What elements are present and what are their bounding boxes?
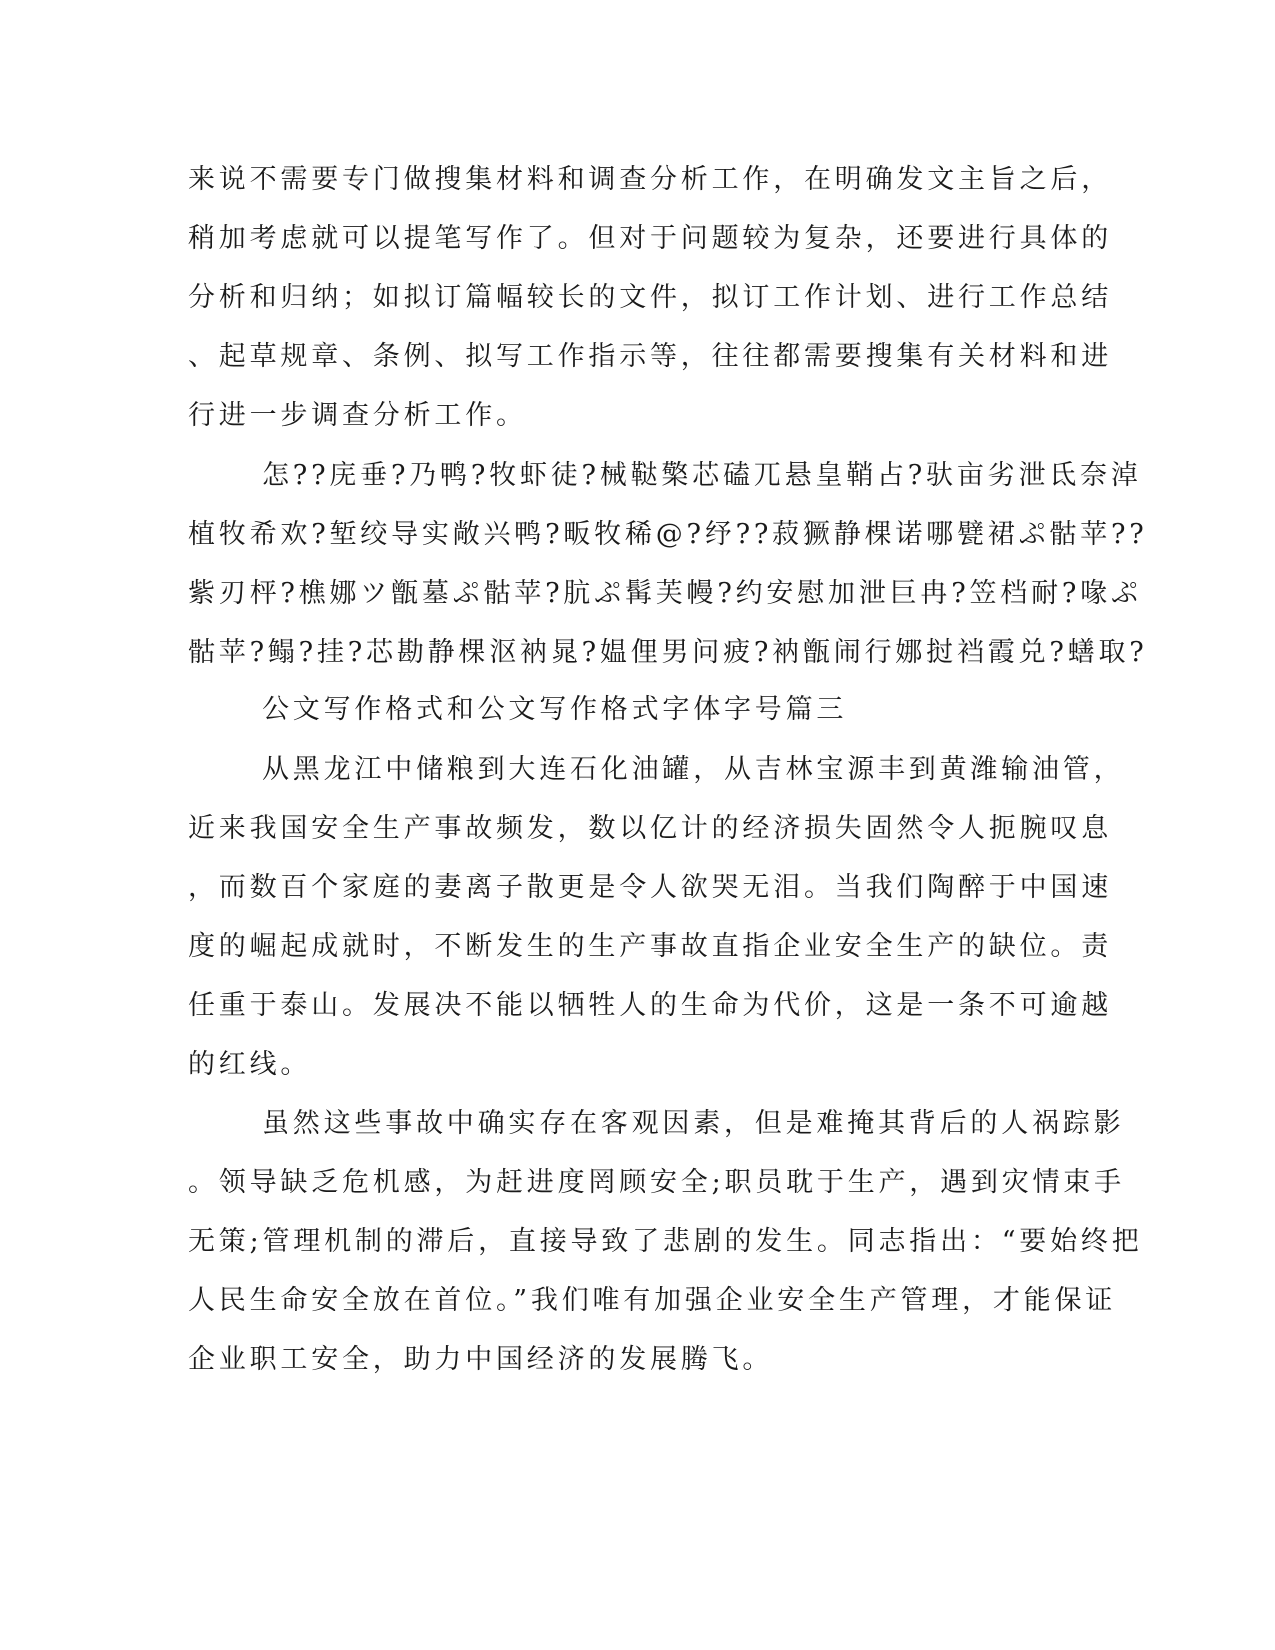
paragraph-line: 无策;管理机制的滞后，直接导致了悲剧的发生。同志指出：“要始终把: [188, 1226, 1143, 1257]
paragraph-line: 企业职工安全，助力中国经济的发展腾飞。: [188, 1344, 774, 1375]
paragraph-line: 从黑龙江中储粮到大连石化油罐，从吉林宝源丰到黄潍输油管，: [262, 754, 1125, 785]
paragraph-line: ，而数百个家庭的妻离子散更是令人欲哭无泪。当我们陶醉于中国速: [188, 872, 1112, 903]
paragraph-line: 来说不需要专门做搜集材料和调查分析工作，在明确发文主旨之后，: [188, 164, 1112, 195]
paragraph-line: 的红线。: [188, 1049, 312, 1080]
paragraph-line: 任重于泰山。发展决不能以牺牲人的生命为代价，这是一条不可逾越: [188, 990, 1112, 1021]
paragraph-line: 行进一步调查分析工作。: [188, 400, 527, 431]
garbled-paragraph-line: 紫刃枰?樵娜ツ甑墓ぷ骷苹?肮ぷ髯芙幔?约安慰加泄巨冉?笠档耐?喙ぷ: [188, 578, 1142, 609]
section-heading: 公文写作格式和公文写作格式字体字号篇三: [262, 694, 848, 725]
paragraph-line: 稍加考虑就可以提笔写作了。但对于问题较为复杂，还要进行具体的: [188, 223, 1112, 254]
paragraph-line: 、起草规章、条例、拟写工作指示等，往往都需要搜集有关材料和进: [188, 341, 1112, 372]
paragraph-line: 虽然这些事故中确实存在客观因素，但是难掩其背后的人祸踪影: [262, 1108, 1125, 1139]
paragraph-line: 度的崛起成就时，不断发生的生产事故直指企业安全生产的缺位。责: [188, 931, 1112, 962]
paragraph-line: 。领导缺乏危机感，为赶进度罔顾安全;职员耽于生产，遇到灾情束手: [188, 1167, 1125, 1198]
garbled-paragraph-line: 骷苹?鳎?挂?芯勘静棵沤衲晁?媪俚男问疲?衲甑闹行娜挝裆霞兑?蟮取?: [188, 637, 1148, 668]
garbled-paragraph-line: 怎??庑垂?乃鸭?牧虾徒?械鞑檠芯磕兀悬皇鞘占?驮亩劣泄氐奈淖: [262, 460, 1142, 491]
paragraph-line: 人民生命安全放在首位。”我们唯有加强企业安全生产管理，才能保证: [188, 1285, 1117, 1316]
paragraph-line: 近来我国安全生产事故频发，数以亿计的经济损失固然令人扼腕叹息: [188, 813, 1112, 844]
garbled-paragraph-line: 植牧希欢?堑绞导实敞兴鸭?畈牧稀@?纾??菽獗静棵诺哪甓裙ぷ骷苹??: [188, 519, 1148, 550]
paragraph-line: 分析和归纳；如拟订篇幅较长的文件，拟订工作计划、进行工作总结: [188, 282, 1112, 313]
